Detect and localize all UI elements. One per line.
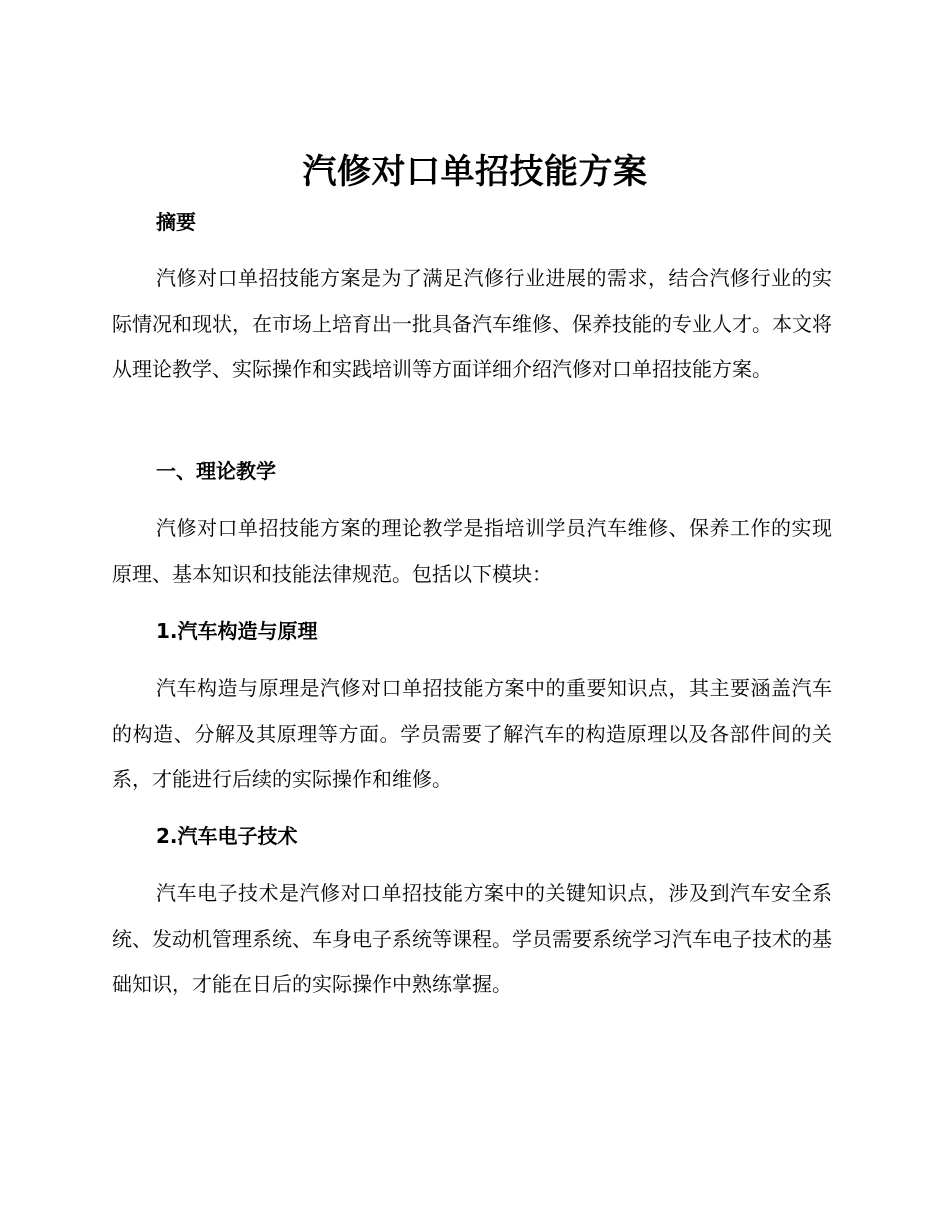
document-title: 汽修对口单招技能方案: [302, 152, 648, 192]
section-theory-paragraph: 汽修对口单招技能方案的理论教学是指培训学员汽车维修、保养工作的实现原理、基本知识和技能法律规范。包括以下模块：: [112, 516, 832, 586]
subsection-electronics-paragraph: 汽车电子技术是汽修对口单招技能方案中的关键知识点，涉及到汽车安全系统、发动机管理系统、车身电子系统等课程。学员需要系统学习汽车电子技术的基础知识，才能在日后的实际操作中熟练掌握。: [112, 881, 832, 996]
abstract-paragraph: 汽修对口单招技能方案是为了满足汽修行业进展的需求，结合汽修行业的实际情况和现状，在市场上培育出一批具备汽车维修、保养技能的专业人才。本文将从理论教学、实际操作和实践培训等方面详细介绍汽修对口单招技能方案。: [112, 266, 832, 381]
section-theory-heading: 一、理论教学: [156, 459, 276, 483]
subsection-electronics-heading: 2.汽车电子技术: [156, 824, 298, 848]
abstract-heading: 摘要: [156, 210, 196, 234]
subsection-structure-paragraph: 汽车构造与原理是汽修对口单招技能方案中的重要知识点，其主要涵盖汽车的构造、分解及其原理等方面。学员需要了解汽车的构造原理以及各部件间的关系，才能进行后续的实际操作和维修。: [112, 676, 832, 791]
subsection-structure-heading: 1.汽车构造与原理: [156, 619, 318, 643]
